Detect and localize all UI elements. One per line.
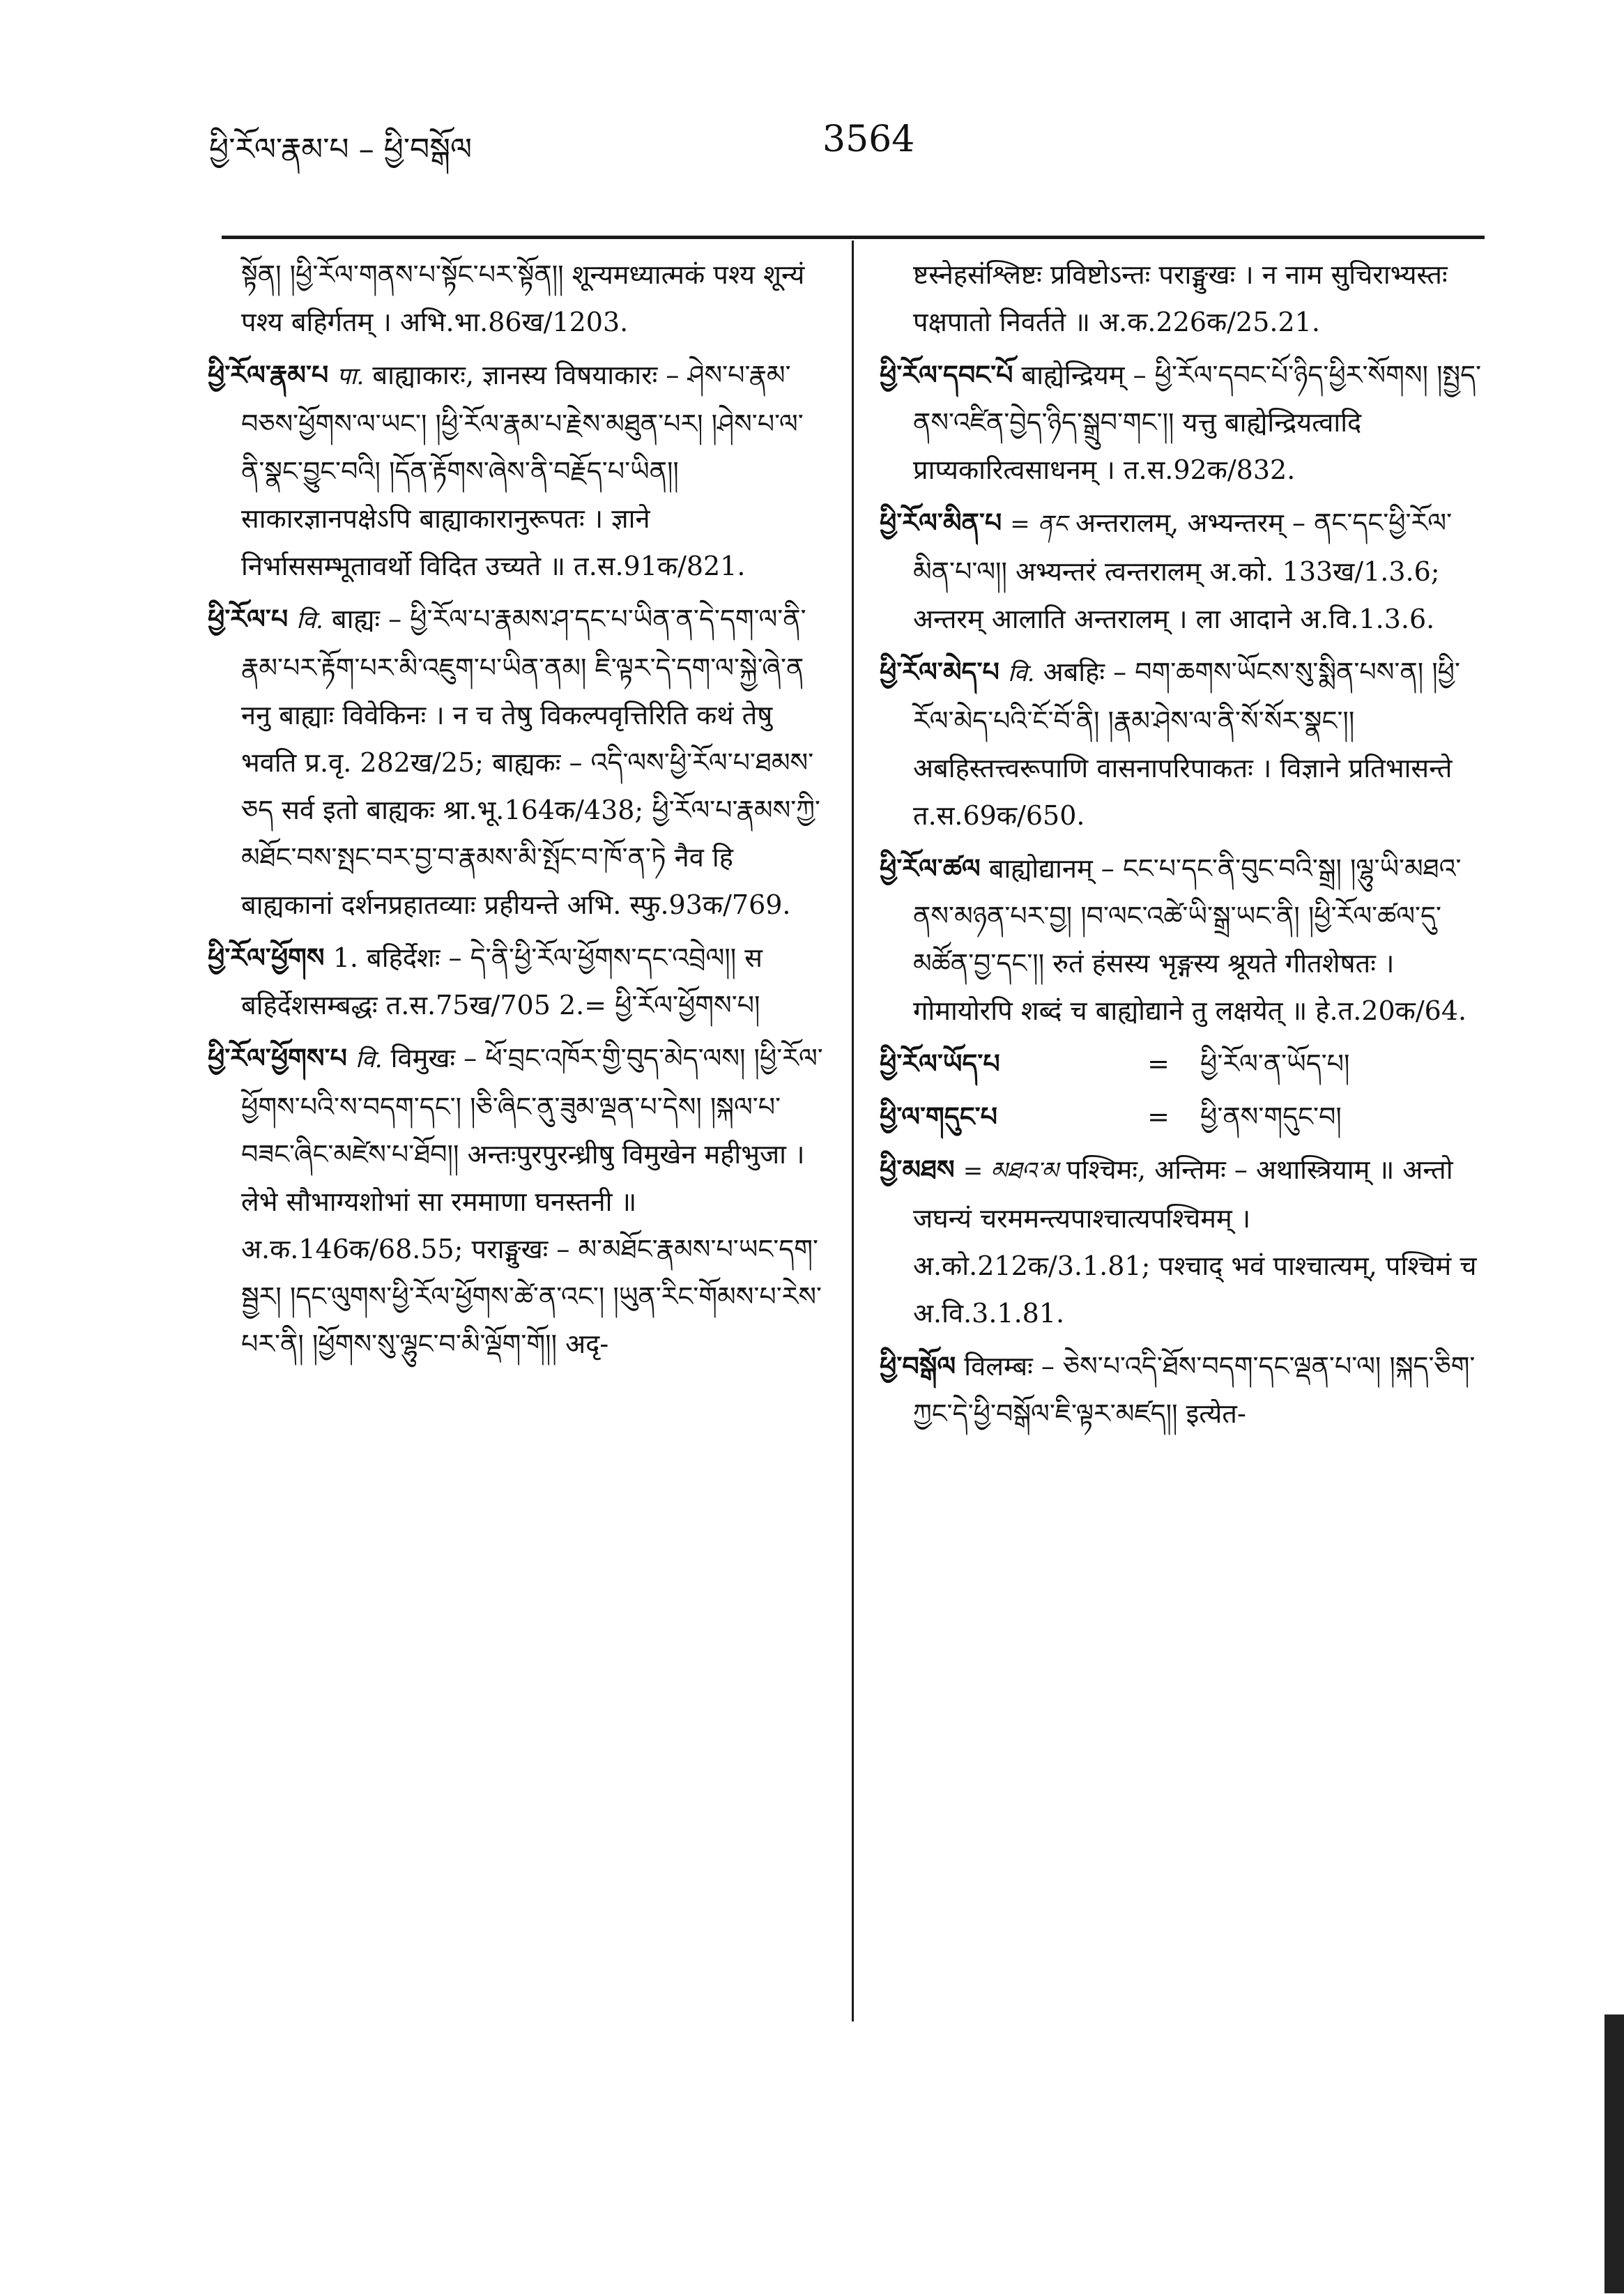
dictionary-entry	[208, 934, 827, 1029]
xref-b: ཕྱི་རོལ་ན་ཡོད་པ།	[1200, 1048, 1350, 1079]
running-head: ཕྱི་རོལ་རྣམ་པ – ཕྱི་བསྒོལ	[209, 132, 473, 167]
entry-headword: ཕྱི་རོལ་པ	[208, 603, 289, 634]
entry-headword: ཕྱི་བསྒོལ	[880, 1350, 956, 1382]
entry-text: विलम्बः – ཅེས་པ་འདི་ཐོས་བདག་དང་ལྡན་པ་ལ། །སྐད་ཅིག་ཀྱང་དེ་ཕྱི་བསྒོལ་ཇི་ལྟར་མཛད།། इत्येत-	[913, 1351, 1476, 1429]
dictionary-entry	[880, 845, 1486, 1034]
entry-grammar-label: पा.	[337, 362, 365, 390]
dictionary-entry	[880, 648, 1486, 839]
cross-reference	[880, 1040, 1486, 1087]
dictionary-entry	[208, 595, 827, 928]
header-rule	[222, 236, 1485, 239]
entry-continuation	[880, 251, 1486, 346]
entry-headword: ཕྱི་རོལ་དབང་པོ	[880, 359, 1013, 390]
entry-headword: ཕྱི་མཐས	[880, 1154, 955, 1185]
entry-text: बाह्येन्द्रियम् – ཕྱི་རོལ་དབང་པོ་ཉིད་ཕྱིར་སོགས། །སྤྱད་ནས་འཛིན་བྱེད་ཉིད་སྒྲུབ་གང་།། यत्तु बाह्येन्द्रियत्वादि प्राप्यकारित्वसाधनम् । त.स.92क/832.	[913, 360, 1482, 485]
entry-headword: ཕྱི་རོལ་མེད་པ	[880, 656, 999, 687]
xref-eq: =	[1147, 1048, 1170, 1079]
right-column	[880, 251, 1486, 1443]
entry-text: बाह्याकारः, ज्ञानस्य विषयाकारः – ཤེས་པ་རྣམ་བཅས་ཕྱོགས་ལ་ཡང་། །ཕྱི་རོལ་རྣམ་པ་རྗེས་མཐུན་པར། །ཤེས་པ་ལ་ནི་སྣང་བྱུང་བའི། །དོན་རྟོགས་ཞེས་ནི་བརྗོད་པ་ཡིན།། साकारज्ञानपक्षेऽपि बाह्याकारानुरूपतः । ज्ञाने निर्भाससम्भूतावर्थो विदित उच्यते ॥ त.स.91क/821.	[241, 360, 804, 581]
cross-reference	[880, 1093, 1486, 1140]
entry-text: अन्तरालम्, अभ्यन्तरम् – ནང་དང་ཕྱི་རོལ་མིན་པ་ལ།། अभ्यन्तरं त्वन्तरालम् अ.को. 133ख/1.3.6; अन्तरम् आलाति अन्तरालम् । ला आदाने अ.वि.1.3.6.	[913, 507, 1453, 634]
page-number: 3564	[822, 118, 915, 160]
xref-eq: =	[1147, 1101, 1170, 1132]
entry-text: बाह्यः – ཕྱི་རོལ་པ་རྣམས་ཤ་དང་པ་ཡིན་ན་དེ་དག་ལ་ནི་རྣམ་པར་རྟོག་པར་མི་འཇུག་པ་ཡིན་ནམ། ཇི་ལྟར་དེ་དག་ལ་སྐྱེ་ཞེ་ན ननु बाह्याः विवेकिनः । न च तेषु विकल्पवृत्तिरिति कथं तेषु भवति प्र.वृ. 282ख/25; बाह्यकः – འདི་ལས་ཕྱི་རོལ་པ་ཐམས་ཅད सर्व इतो बाह्यकः श्रा.भू.164क/438; ཕྱི་རོལ་པ་རྣམས་ཀྱི་མཐོང་བས་སྤང་བར་བྱ་བ་རྣམས་མི་སྤོང་བ་ཁོ་ན་ཏེ नैव हि बाह्यकानां दर्शनप्रहातव्याः प्रहीयन्ते अभि. स्फु.93क/769.	[241, 604, 820, 920]
xref-a: ཕྱི་རོལ་ཡོད་པ	[880, 1048, 1000, 1079]
entry-headword: ཕྱི་རོལ་ཕྱོགས	[208, 942, 325, 973]
entry-text: विमुखः – ཕོ་བྲང་འཁོར་གྱི་བུད་མེད་ལས། །ཕྱི་རོལ་ཕྱོགས་པའི་ས་བདག་དང་། །ཅི་ཞིང་ནུ་ཟུམ་ལྡན་པ་དེས། །སྐལ་པ་བཟང་ཞིང་མཛེས་པ་ཐོབ།། अन्तःपुरपुरन्ध्रीषु विमुखेन महीभुजा । लेभे सौभाग्यशोभां सा रममाणा घनस्तनी ॥ अ.क.146क/68.55; पराङ्मुखः – མ་མཐོང་རྣམས་པ་ཡང་དག་སྦྱར། །དང་ལུགས་ཕྱི་རོལ་ཕྱོགས་ཚེ་ན་འང་། །ཡུན་རིང་གོམས་པ་རེས་པར་ནི། །ཕྱོགས་སུ་ལྷུང་བ་མི་ལྡོག་གོ།། अदृ-	[241, 1043, 823, 1359]
dictionary-entry	[208, 1034, 827, 1368]
entry-grammar-label: वि.	[355, 1046, 383, 1073]
entry-headword: ཕྱི་རོལ་མིན་པ	[880, 507, 1002, 538]
xref-a: ཕྱི་ལ་གདུང་པ	[880, 1101, 998, 1132]
entry-headword: ཕྱི་རོལ་རྣམ་པ	[208, 359, 329, 390]
left-column	[208, 251, 827, 1373]
xref-b: ཕྱི་ནས་གདུང་བ།	[1200, 1101, 1342, 1132]
entry-text: ष्टस्नेहसंश्लिष्टः प्रविष्टोऽन्तः पराङ्मुखः । न नाम सुचिराभ्यस्तः पक्षपातो निवर्तते ॥ अ.क.226क/25.21.	[913, 259, 1448, 337]
entry-text: बाह्योद्यानम् – ངང་པ་དང་ནི་བུང་བའི་སྒྲ། །ལྷུ་ཡི་མཐའ་ནས་མཉན་པར་བྱ། །བ་ལང་འཚེ་ཡི་སྒྲ་ཡང་ནི། །ཕྱི་རོལ་ཚལ་དུ་མཚོན་བྱ་དང་།། रुतं हंसस्य भृङ्गस्य श्रूयते गीतशेषतः । गोमायोरपि शब्दं च बाह्योद्याने तु लक्षयेत् ॥ हे.त.20क/64.	[913, 853, 1467, 1026]
dictionary-entry	[880, 1343, 1486, 1437]
entry-grammar-label: वि.	[1007, 659, 1035, 687]
entry-grammar-label: वि.	[296, 606, 323, 634]
dictionary-entry	[208, 351, 827, 590]
entry-headword: ཕྱི་རོལ་ཚལ	[880, 852, 981, 884]
entry-text: पश्चिमः, अन्तिमः – अथास्त्रियाम् ॥ अन्तो जघन्यं चरममन्त्यपाश्चात्यपश्चिमम् । अ.को.212क/3.1.81; पश्चाद् भवं पाश्चात्यम्, पश्चिमं च अ.वि.3.1.81.	[913, 1154, 1477, 1329]
entry-text: अबहिः – བག་ཆགས་ཡོངས་སུ་སྨིན་པས་ན། །ཕྱི་རོལ་མེད་པའི་ངོ་བོ་ནི། །རྣམ་ཤེས་ལ་ནི་སོ་སོར་སྣང་།། अबहिस्तत्त्वरूपाणि वासनापरिपाकतः । विज्ञाने प्रतिभासन्ते त.स.69क/650.	[913, 657, 1461, 831]
entry-headword: ཕྱི་རོལ་ཕྱོགས་པ	[208, 1042, 347, 1073]
scan-edge-mark	[1604, 2014, 1624, 2293]
entry-grammar-label: = ནང	[1010, 510, 1067, 538]
dictionary-entry	[880, 1146, 1486, 1337]
entry-text: སྟོན། །ཕྱི་རོལ་གནས་པ་སྟོང་པར་སྟོན།། शून्यमध्यात्मकं पश्य शून्यं पश्य बहिर्गतम् । अभि.भा.86ख/1203.	[241, 259, 805, 337]
entry-grammar-label: = མཐའ་མ	[963, 1157, 1058, 1185]
entry-continuation	[208, 251, 827, 346]
dictionary-entry	[880, 499, 1486, 643]
dictionary-entry	[880, 351, 1486, 494]
entry-text: 1. बहिर्देशः – དེ་ནི་ཕྱི་རོལ་ཕྱོགས་དང་འབྲེལ།། स बहिर्देशसम्बद्धः त.स.75ख/705 2.= ཕྱི་རོལ་ཕྱོགས་པ།	[241, 942, 763, 1020]
column-divider	[852, 240, 854, 2021]
